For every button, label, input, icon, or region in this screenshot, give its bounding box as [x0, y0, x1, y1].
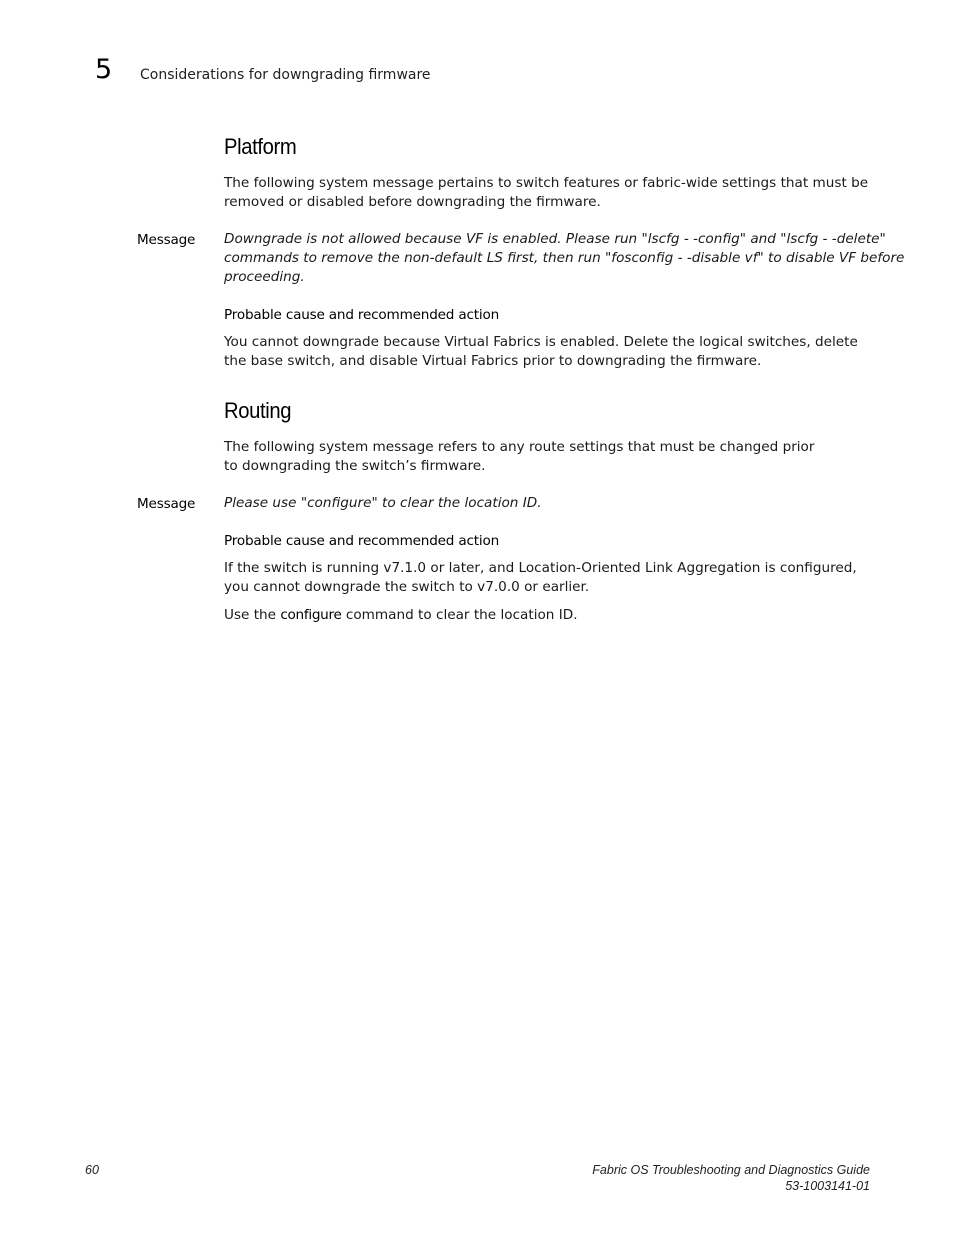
configure-command: configure — [280, 607, 342, 623]
platform-message-line: commands to remove the non-default LS first, then run "fosconfig - -disable vf" to disable VF before — [224, 250, 905, 266]
routing-extra-after: command to clear the location ID. — [341, 607, 578, 623]
routing-action-text: If the switch is running v7.1.0 or later, and Location-Oriented Link Aggregation is configured, you cannot downgrade the switch to v7.0.0 or earlier. — [224, 560, 857, 595]
platform-message-label: Message — [137, 232, 196, 248]
platform-intro: The following system message pertains to switch features or fabric-wide settings that must be removed or disabled before downgrading the firmware. — [224, 175, 869, 210]
routing-action-heading: Probable cause and recommended action — [224, 533, 499, 549]
routing-extra-text — [224, 606, 874, 625]
page-number: 60 — [85, 1163, 99, 1177]
running-title: Considerations for downgrading firmware — [140, 67, 431, 83]
platform-message-line: Downgrade is not allowed because VF is enabled. Please run "lscfg - -config" and "lscfg - -delete" — [224, 231, 886, 247]
section-heading-routing: Routing — [224, 398, 292, 423]
doc-title: Fabric OS Troubleshooting and Diagnostics Guide — [592, 1163, 870, 1177]
routing-extra-before: Use the — [224, 607, 281, 623]
platform-action-heading: Probable cause and recommended action — [224, 307, 499, 323]
platform-message-line: proceeding. — [224, 269, 305, 285]
platform-message-text — [224, 230, 924, 287]
doc-number: 53-1003141-01 — [785, 1179, 870, 1193]
section-heading-platform: Platform — [224, 134, 297, 159]
routing-message-label: Message — [137, 496, 196, 512]
chapter-number: 5 — [95, 54, 113, 85]
footer-doc-info — [592, 1162, 870, 1194]
routing-message-text: Please use "configure" to clear the location ID. — [224, 495, 542, 511]
routing-intro: The following system message refers to any route settings that must be changed prior to downgrading the switch’s firmware. — [224, 439, 815, 474]
platform-action-text: You cannot downgrade because Virtual Fabrics is enabled. Delete the logical switches, delete the base switch, and disable Virtual Fabrics prior to downgrading the firmware. — [224, 334, 858, 369]
